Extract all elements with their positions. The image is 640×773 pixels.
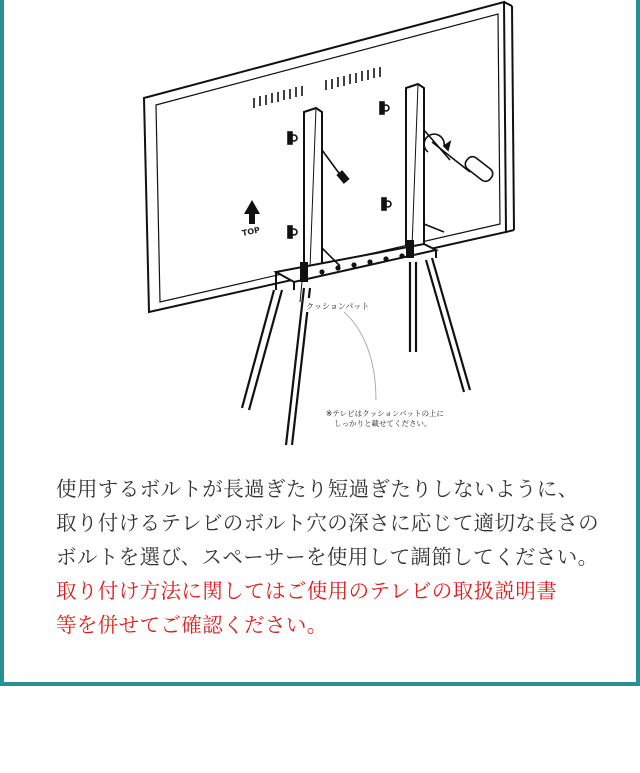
tv-stand-mounting-illustration	[4, 0, 636, 450]
tv-vents	[254, 67, 380, 108]
cushion-pad-label: クッションパット	[306, 302, 370, 311]
warning-line-2: 等を併せてご確認ください。	[56, 613, 328, 637]
instruction-line-1: 使用するボルトが長過ぎたり短過ぎたりしないように、	[56, 477, 579, 501]
cushion-pad-callout	[300, 282, 376, 400]
instruction-text	[56, 472, 616, 642]
instruction-line-2: 取り付けるテレビのボルト穴の深さに応じて適切な長さの	[56, 511, 599, 535]
top-arrow	[241, 200, 261, 238]
note-line-2: しっかりと載せてください。	[334, 419, 432, 428]
instruction-line-3: ボルトを選び、スペーサーを使用して調節してください。	[56, 545, 599, 569]
top-label: TOP	[241, 225, 261, 238]
warning-line-1: 取り付け方法に関してはご使用のテレビの取扱説明書	[56, 579, 558, 603]
note-line-1: ※テレビはクッションパットの上に	[326, 409, 444, 418]
cushion-pad-note	[326, 408, 444, 428]
